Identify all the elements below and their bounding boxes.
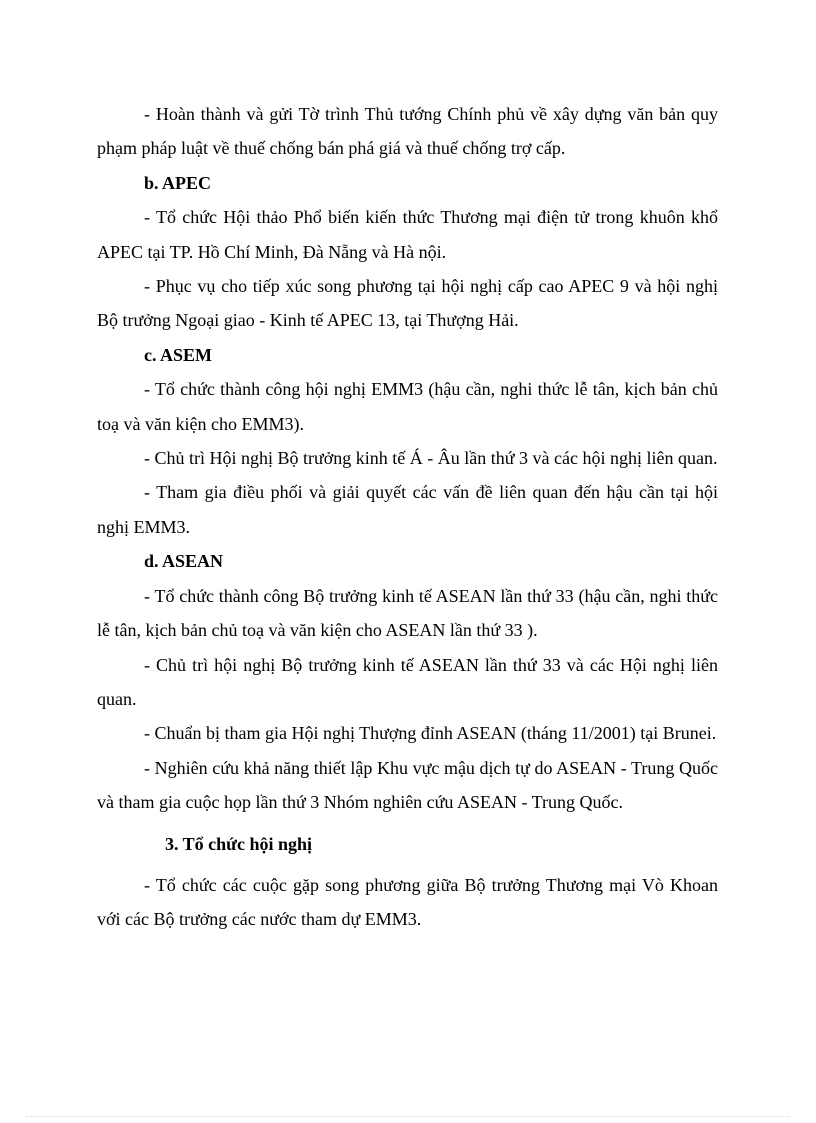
paragraph-asean-china-fta: - Nghiên cứu khả năng thiết lập Khu vực mậu dịch tự do ASEAN - Trung Quốc và tham gia cuộc họp lần thứ 3 Nhóm nghiên cứu ASEAN - Trung Quốc. <box>97 757 718 813</box>
paragraph-wto-legal-docs: - Hoàn thành và gửi Tờ trình Thủ tướng Chính phủ về xây dựng văn bản quy phạm pháp luật về thuế chống bán phá giá và thuế chống trợ cấp. <box>97 104 718 159</box>
document-body <box>97 97 718 937</box>
paragraph-bilateral-minister-meetings: - Tổ chức các cuộc gặp song phương giữa Bộ trưởng Thương mại Vò Khoan với các Bộ trưởng các nước tham dự EMM3. <box>97 874 718 930</box>
spacer <box>97 820 718 827</box>
section-heading-conference-organization: 3. Tổ chức hội nghị <box>165 833 313 854</box>
paragraph-asem-chair-meeting: - Chủ trì Hội nghị Bộ trưởng kinh tế Á - Âu lần thứ 3 và các hội nghị liên quan. <box>144 448 718 469</box>
page-bottom-rule <box>26 1116 790 1117</box>
paragraph-apec-bilateral-meetings: - Phục vụ cho tiếp xúc song phương tại hội nghị cấp cao APEC 9 và hội nghị Bộ trưởng Ngoại giao - Kinh tế APEC 13, tại Thượng Hải. <box>97 276 718 331</box>
paragraph-asean-chair-meeting: - Chủ trì hội nghị Bộ trưởng kinh tế ASEAN lần thứ 33 và các Hội nghị liên quan. <box>97 654 718 709</box>
paragraph-asean-summit-brunei: - Chuẩn bị tham gia Hội nghị Thượng đỉnh ASEAN (tháng 11/2001) tại Brunei. <box>144 723 717 744</box>
paragraph-apec-ecommerce-workshop: - Tổ chức Hội thảo Phổ biến kiến thức Thương mại điện tử trong khuôn khổ APEC tại TP. Hồ Chí Minh, Đà Nẵng và Hà nội. <box>97 207 718 262</box>
paragraph-asem-emm3-organization: - Tổ chức thành công hội nghị EMM3 (hậu cần, nghi thức lễ tân, kịch bản chủ toạ và văn kiện cho EMM3). <box>97 379 718 434</box>
spacer <box>97 861 718 868</box>
paragraph-asem-logistics: - Tham gia điều phối và giải quyết các vấn đề liên quan đến hậu cần tại hội nghị EMM3. <box>97 482 718 537</box>
heading-asem: c. ASEM <box>144 344 213 365</box>
heading-asean: d. ASEAN <box>144 551 224 572</box>
heading-apec: b. APEC <box>144 172 212 193</box>
paragraph-asean-33-organization: - Tổ chức thành công Bộ trưởng kinh tế ASEAN lần thứ 33 (hậu cần, nghi thức lễ tân, kịch bản chủ toạ và văn kiện cho ASEAN lần thứ 33 ). <box>97 585 718 641</box>
